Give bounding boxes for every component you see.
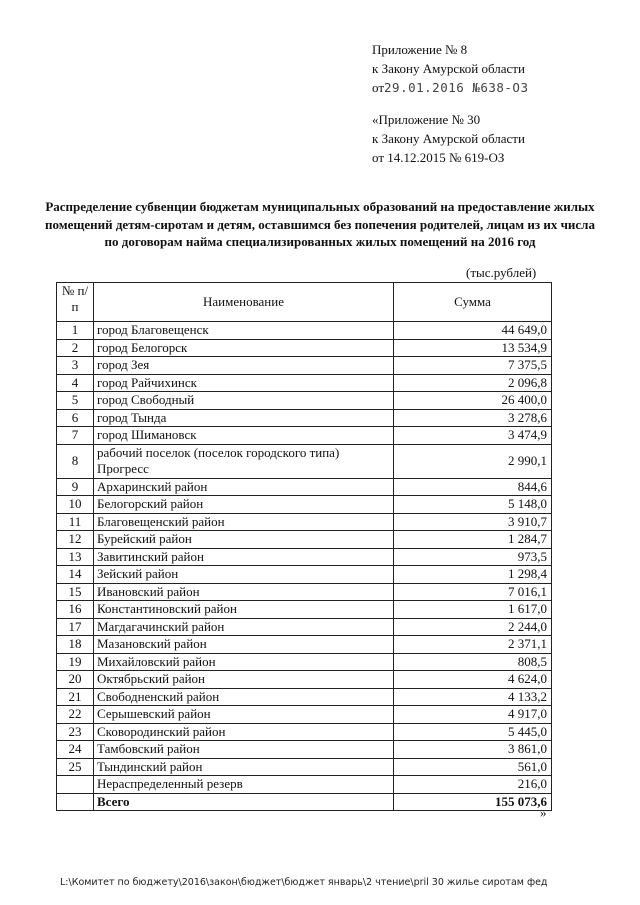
row-sum: 4 624,0 (394, 671, 552, 689)
row-name: Серышевский район (94, 706, 394, 724)
total-label: Всего (94, 793, 394, 811)
row-name: Сковородинский район (94, 723, 394, 741)
table-row (57, 653, 552, 671)
document-title: Распределение субвенции бюджетам муниципальных образований на предоставление жилых помещений детям-сиротам и детям, оставшимся без попечения родителей, лицам из их числа по договорам найма специализированных жилых помещений на 2016 год (45, 199, 595, 249)
table-row (57, 618, 552, 636)
row-sum: 2 371,1 (394, 636, 552, 654)
row-number: 13 (57, 548, 94, 566)
total-sum: 155 073,6 (394, 793, 552, 811)
row-name: Благовещенский район (94, 513, 394, 531)
col-header-name: Наименование (94, 283, 394, 322)
subsidy-table (56, 282, 552, 811)
row-sum: 3 474,9 (394, 427, 552, 445)
appendix-header (372, 40, 528, 97)
row-number: 4 (57, 374, 94, 392)
row-sum: 3 861,0 (394, 741, 552, 759)
row-number: 20 (57, 671, 94, 689)
table-row (57, 374, 552, 392)
row-number: 25 (57, 758, 94, 776)
row-sum: 844,6 (394, 478, 552, 496)
appendix-label: Приложение № 8 (372, 42, 468, 57)
row-sum: 3 910,7 (394, 513, 552, 531)
row-name: Михайловский район (94, 653, 394, 671)
table-row (57, 741, 552, 759)
col-header-sum: Сумма (394, 283, 552, 322)
row-sum: 3 278,6 (394, 409, 552, 427)
table-row (57, 706, 552, 724)
row-number: 5 (57, 392, 94, 410)
table-row (57, 688, 552, 706)
row-name: Завитинский район (94, 548, 394, 566)
table-row (57, 566, 552, 584)
row-number: 10 (57, 496, 94, 514)
row-name: город Шимановск (94, 427, 394, 445)
row-sum: 5 148,0 (394, 496, 552, 514)
row-number: 12 (57, 531, 94, 549)
row-number: 23 (57, 723, 94, 741)
table-row (57, 357, 552, 375)
row-sum: 216,0 (394, 776, 552, 794)
row-sum: 2 096,8 (394, 374, 552, 392)
table-row (57, 513, 552, 531)
file-path-footer: L:\Комитет по бюджету\2016\закон\бюджет\бюджет январь\2 чтение\pril 30 жилье сиротам фед (60, 877, 548, 888)
row-number: 7 (57, 427, 94, 445)
row-name: город Благовещенск (94, 322, 394, 340)
total-row (57, 793, 552, 811)
table-body (57, 322, 552, 811)
row-name: Свободненский район (94, 688, 394, 706)
row-number: 1 (57, 322, 94, 340)
row-number: 11 (57, 513, 94, 531)
row-name: Ивановский район (94, 583, 394, 601)
row-name: Октябрьский район (94, 671, 394, 689)
col-header-num: № п/п (57, 283, 94, 322)
row-name: город Райчихинск (94, 374, 394, 392)
row-name: Тамбовский район (94, 741, 394, 759)
row-number: 21 (57, 688, 94, 706)
row-sum: 561,0 (394, 758, 552, 776)
row-sum: 2 990,1 (394, 444, 552, 478)
table-header-row (57, 283, 552, 322)
quoted-appendix-label: «Приложение № 30 (372, 112, 481, 127)
table-row (57, 496, 552, 514)
date-prefix: от (372, 80, 385, 95)
row-sum: 7 375,5 (394, 357, 552, 375)
row-name: Нераспределенный резерв (94, 776, 394, 794)
row-name: город Зея (94, 357, 394, 375)
table-row (57, 478, 552, 496)
row-number: 3 (57, 357, 94, 375)
row-number: 18 (57, 636, 94, 654)
table-row (57, 339, 552, 357)
appendix-date-line (372, 78, 528, 97)
row-number: 2 (57, 339, 94, 357)
table-row (57, 531, 552, 549)
table-row (57, 409, 552, 427)
table-row (57, 444, 552, 478)
row-name: Тындинский район (94, 758, 394, 776)
table-row (57, 548, 552, 566)
unit-label: (тыс.рублей) (466, 265, 537, 280)
row-name: Архаринский район (94, 478, 394, 496)
row-number: 14 (57, 566, 94, 584)
row-name: Магдагачинский район (94, 618, 394, 636)
row-number: 17 (57, 618, 94, 636)
row-number: 15 (57, 583, 94, 601)
table-row (57, 776, 552, 794)
row-sum: 2 244,0 (394, 618, 552, 636)
row-name: город Тында (94, 409, 394, 427)
row-number: 9 (57, 478, 94, 496)
date-stamp: 29.01.2016 №638-ОЗ (384, 80, 529, 95)
total-number (57, 793, 94, 811)
table-row (57, 583, 552, 601)
row-number: 19 (57, 653, 94, 671)
row-name: Константиновский район (94, 601, 394, 619)
quoted-appendix-header (372, 110, 525, 167)
quoted-date: от 14.12.2015 № 619-ОЗ (372, 150, 505, 165)
table-row (57, 427, 552, 445)
row-sum: 7 016,1 (394, 583, 552, 601)
row-sum: 1 617,0 (394, 601, 552, 619)
row-name: Белогорский район (94, 496, 394, 514)
row-sum: 4 133,2 (394, 688, 552, 706)
row-number (57, 776, 94, 794)
row-name: город Белогорск (94, 339, 394, 357)
row-sum: 4 917,0 (394, 706, 552, 724)
row-number: 6 (57, 409, 94, 427)
row-sum: 973,5 (394, 548, 552, 566)
table-row (57, 392, 552, 410)
table-row (57, 723, 552, 741)
law-reference: к Закону Амурской области (372, 61, 525, 76)
row-name: город Свободный (94, 392, 394, 410)
row-name: Зейский район (94, 566, 394, 584)
row-sum: 44 649,0 (394, 322, 552, 340)
table-row (57, 758, 552, 776)
row-number: 8 (57, 444, 94, 478)
table-row (57, 601, 552, 619)
quoted-law-reference: к Закону Амурской области (372, 131, 525, 146)
row-sum: 13 534,9 (394, 339, 552, 357)
row-sum: 808,5 (394, 653, 552, 671)
row-number: 22 (57, 706, 94, 724)
row-sum: 1 284,7 (394, 531, 552, 549)
row-name: рабочий поселок (поселок городского типа) Прогресс (94, 444, 394, 478)
table-row (57, 671, 552, 689)
closing-quote: » (540, 805, 547, 820)
row-name: Мазановский район (94, 636, 394, 654)
table-row (57, 322, 552, 340)
row-sum: 1 298,4 (394, 566, 552, 584)
row-sum: 5 445,0 (394, 723, 552, 741)
row-number: 24 (57, 741, 94, 759)
row-sum: 26 400,0 (394, 392, 552, 410)
row-name: Бурейский район (94, 531, 394, 549)
table-row (57, 636, 552, 654)
row-number: 16 (57, 601, 94, 619)
